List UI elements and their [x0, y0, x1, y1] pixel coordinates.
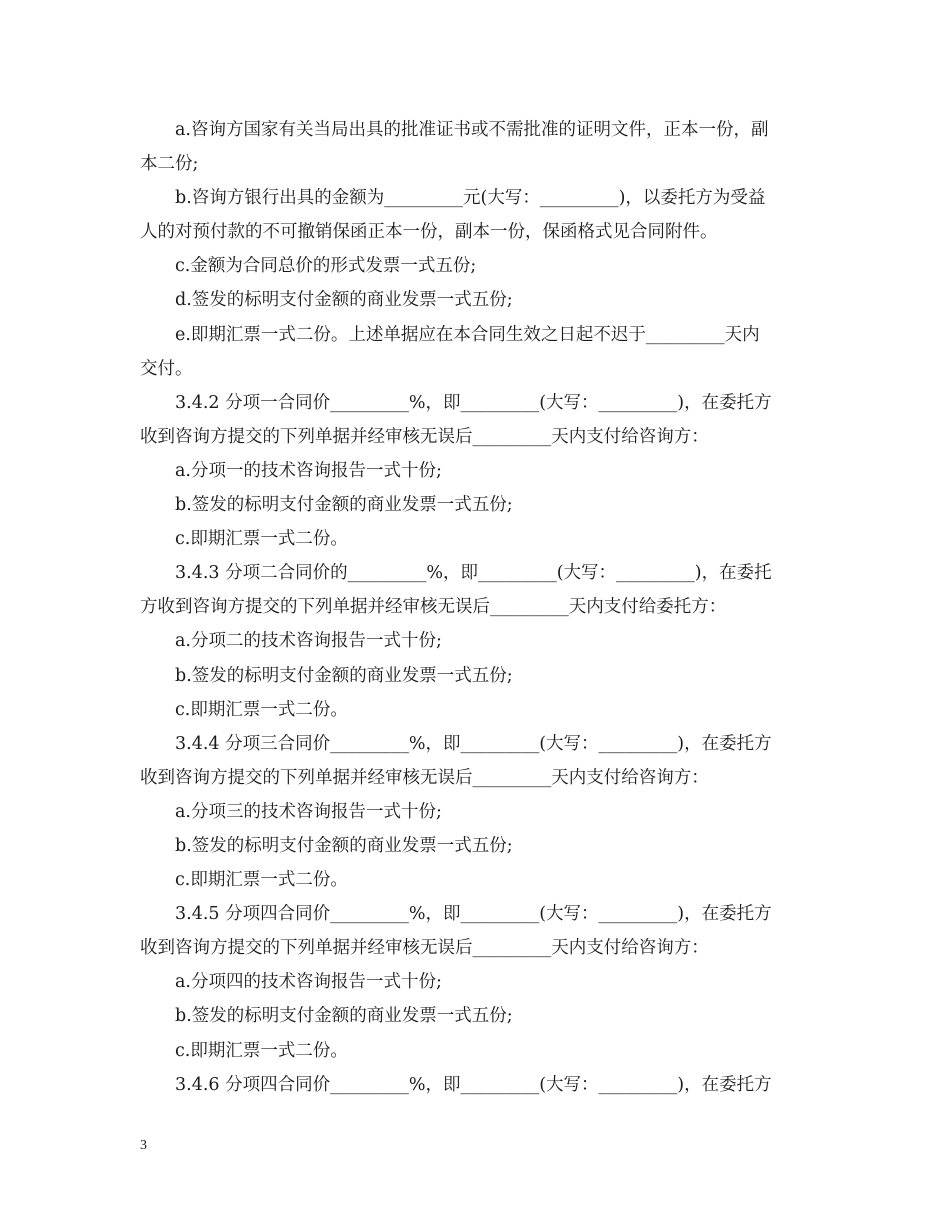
clause-3-4-5-item-a: a.分项四的技术咨询报告一式十份; [175, 972, 442, 993]
page-number: 3 [140, 1138, 147, 1153]
clause-3-4-4-item-c: c.即期汇票一式二份。 [175, 870, 348, 891]
clause-3-4-5-item-b: b.签发的标明支付金额的商业发票一式五份; [175, 1006, 513, 1027]
clause-3-4-2-item-c: c.即期汇票一式二份。 [175, 529, 348, 550]
clause-3-4-5-cont: 收到咨询方提交的下列单据并经审核无误后_________天内支付给咨询方： [140, 938, 709, 959]
clause-3-4-6: 3.4.6 分项四合同价_________%，即_________(大写：_________)，在委托方 [175, 1074, 772, 1095]
paragraph-line-e-draft-cont: 交付。 [140, 358, 193, 379]
paragraph-line-b-guarantee: b.咨询方银行出具的金额为_________元(大写：_________)，以委托方为受益 [175, 188, 766, 209]
paragraph-line-c-proforma: c.金额为合同总价的形式发票一式五份; [175, 256, 477, 277]
paragraph-line-a-approval-cont: 本二份; [140, 154, 199, 175]
clause-3-4-2-cont: 收到咨询方提交的下列单据并经审核无误后_________天内支付给咨询方： [140, 426, 709, 447]
clause-3-4-5-item-c: c.即期汇票一式二份。 [175, 1040, 348, 1061]
clause-3-4-2-item-b: b.签发的标明支付金额的商业发票一式五份; [175, 495, 513, 516]
clause-3-4-3-item-c: c.即期汇票一式二份。 [175, 699, 348, 720]
clause-3-4-4-item-b: b.签发的标明支付金额的商业发票一式五份; [175, 835, 513, 856]
clause-3-4-2-item-a: a.分项一的技术咨询报告一式十份; [175, 460, 442, 481]
clause-3-4-4: 3.4.4 分项三合同价_________%，即_________(大写：_________)，在委托方 [175, 733, 772, 754]
paragraph-line-b-guarantee-cont: 人的对预付款的不可撤销保函正本一份，副本一份，保函格式见合同附件。 [140, 222, 718, 243]
clause-3-4-3-item-a: a.分项二的技术咨询报告一式十份; [175, 631, 442, 652]
clause-3-4-3-cont: 方收到咨询方提交的下列单据并经审核无误后_________天内支付给委托方： [140, 597, 727, 618]
clause-3-4-2: 3.4.2 分项一合同价_________%，即_________(大写：_________)，在委托方 [175, 392, 772, 413]
paragraph-line-e-draft: e.即期汇票一式二份。上述单据应在本合同生效之日起不迟于_________天内 [175, 324, 760, 345]
paragraph-line-d-invoice: d.签发的标明支付金额的商业发票一式五份; [175, 290, 513, 311]
clause-3-4-3: 3.4.3 分项二合同价的_________%，即_________(大写：_________)，在委托 [175, 563, 772, 584]
clause-3-4-4-item-a: a.分项三的技术咨询报告一式十份; [175, 801, 442, 822]
document-body [140, 113, 812, 1102]
clause-3-4-5: 3.4.5 分项四合同价_________%，即_________(大写：_________)，在委托方 [175, 904, 772, 925]
clause-3-4-4-cont: 收到咨询方提交的下列单据并经审核无误后_________天内支付给咨询方： [140, 767, 709, 788]
clause-3-4-3-item-b: b.签发的标明支付金额的商业发票一式五份; [175, 665, 513, 686]
paragraph-line-a-approval: a.咨询方国家有关当局出具的批准证书或不需批准的证明文件，正本一份，副 [175, 120, 769, 140]
